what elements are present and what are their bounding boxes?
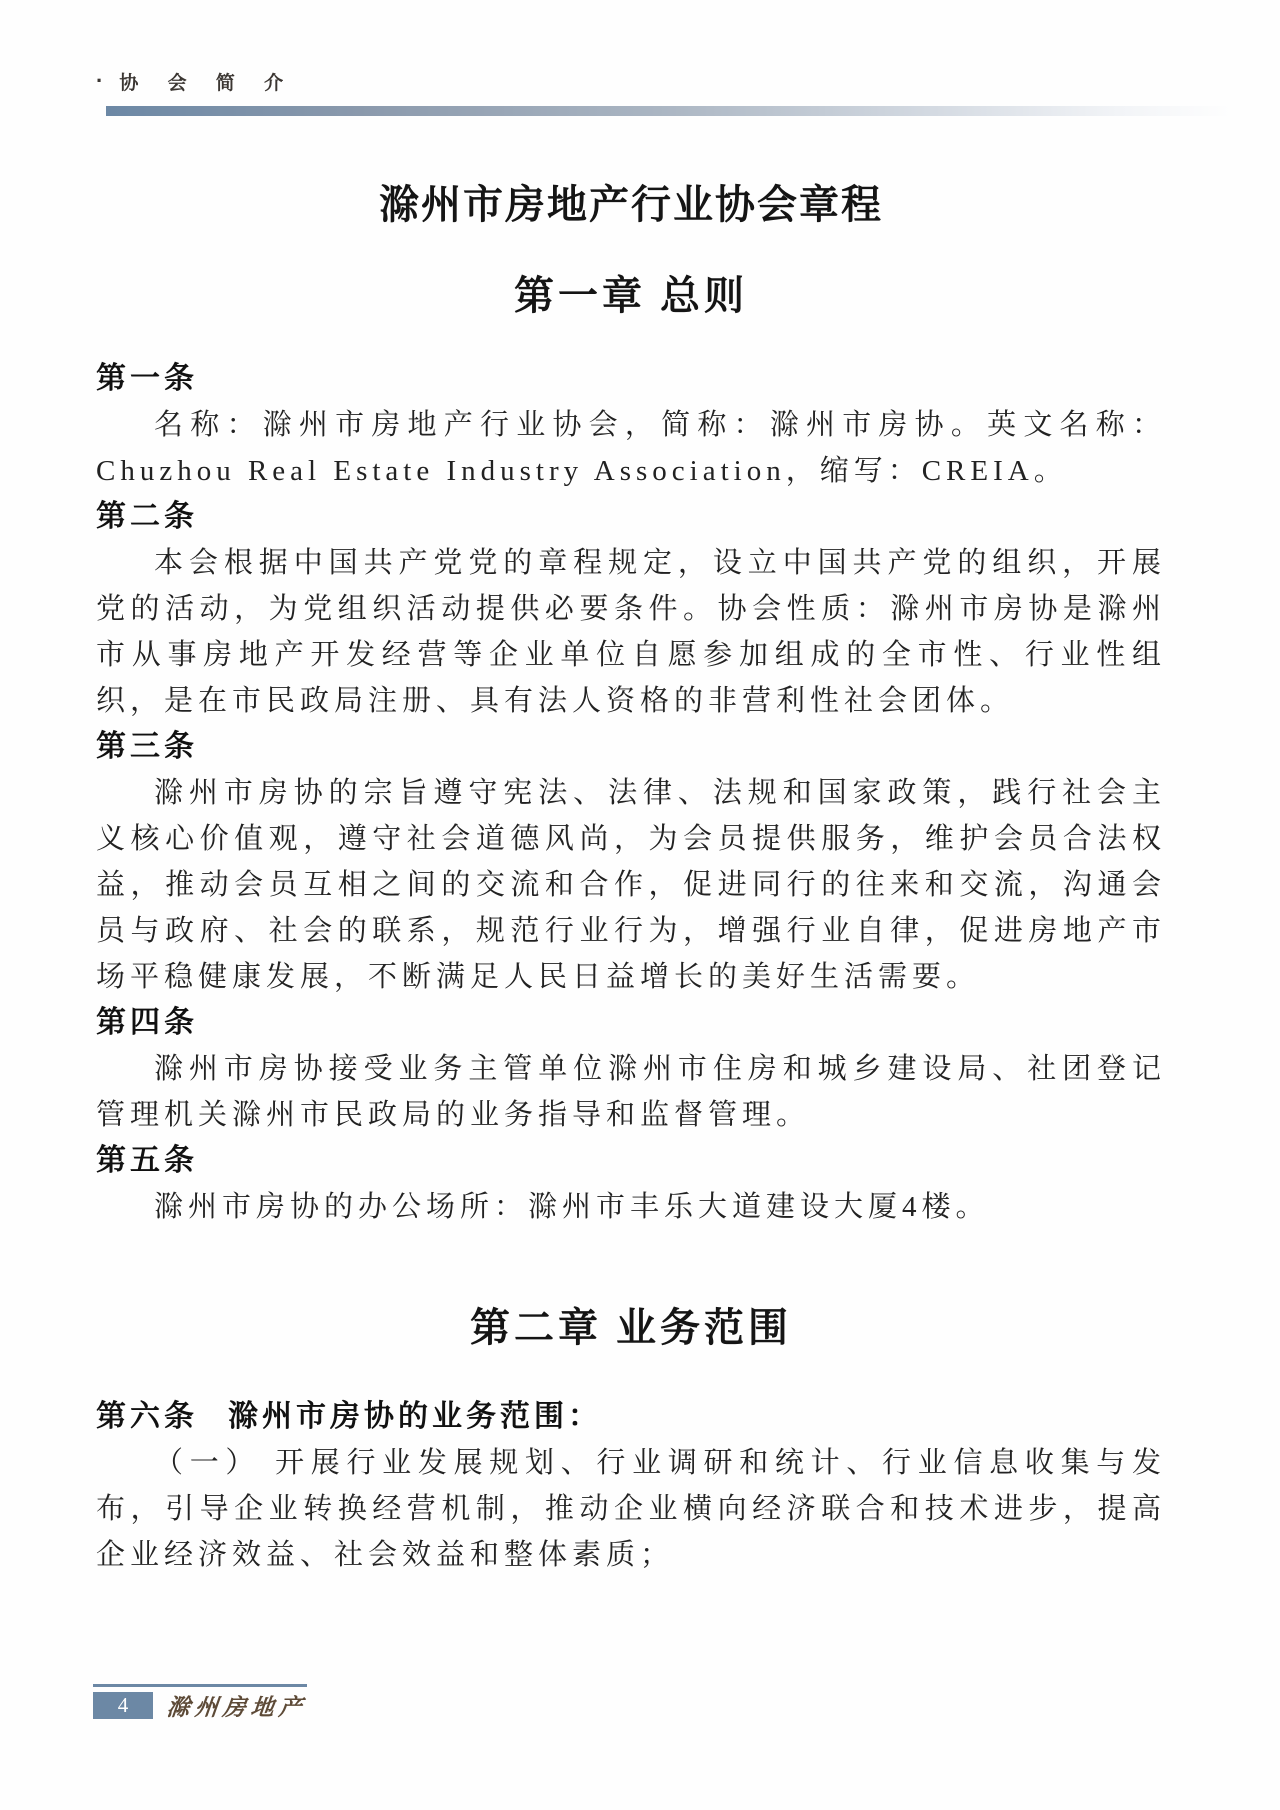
article-4-text: 滁州市房协接受业务主管单位滁州市住房和城乡建设局、社团登记管理机关滁州市民政局的业务指导和监督管理。 (96, 1053, 1166, 1131)
article-6-item-1: （一） 开展行业发展规划、行业调研和统计、行业信息收集与发布，引导企业转换经营机制，推动企业横向经济联合和技术进步，提高企业经济效益、社会效益和整体素质； (96, 1447, 1166, 1571)
article-6-label: 第六条 (96, 1400, 198, 1433)
article-2-label: 第二条 (96, 500, 198, 533)
document-body (0, 180, 1280, 1578)
article-3-label: 第三条 (96, 730, 198, 763)
article-1-label: 第一条 (96, 362, 198, 395)
article-6-title: 滁州市房协的业务范围： (228, 1400, 602, 1433)
article-6-heading (96, 1394, 1166, 1440)
chapter-1-heading: 第一章 总则 (514, 273, 748, 318)
article-5-text: 滁州市房协的办公场所：滁州市丰乐大道建设大厦4楼。 (154, 1191, 990, 1223)
article-2-text: 本会根据中国共产党党的章程规定，设立中国共产党的组织，开展党的活动，为党组织活动提供必要条件。协会性质：滁州市房协是滁州市从事房地产开发经营等企业单位自愿参加组成的全市性、行业性组织，是在市民政局注册、具有法人资格的非营利性社会团体。 (96, 547, 1166, 717)
article-3-text: 滁州市房协的宗旨遵守宪法、法律、法规和国家政策，践行社会主义核心价值观，遵守社会道德风尚，为会员提供服务，维护会员合法权益，推动会员互相之间的交流和合作，促进同行的往来和交流，沟通会员与政府、社会的联系，规范行业行为，增强行业自律，促进房地产市场平稳健康发展，不断满足人民日益增长的美好生活需要。 (96, 777, 1166, 993)
article-4-label: 第四条 (96, 1006, 198, 1039)
chapter-2-heading: 第二章 业务范围 (470, 1305, 792, 1350)
header-section-row (96, 68, 1280, 94)
page-footer (93, 1684, 307, 1722)
header-divider-bar (106, 106, 1256, 116)
article-5-label: 第五条 (96, 1144, 198, 1177)
page-header (0, 0, 1280, 116)
footer-row (93, 1689, 307, 1722)
document-title: 滁州市房地产行业协会章程 (379, 182, 883, 227)
footer-brand-calligraphy: 滁州房地产 (165, 1694, 309, 1721)
article-1-text: 名称：滁州市房地产行业协会，简称：滁州市房协。英文名称：Chuzhou Real Estate Industry Association，缩写：CREIA。 (96, 409, 1166, 487)
chapter-1-articles (96, 356, 1166, 1230)
header-bullet-icon: · (96, 68, 104, 93)
footer-divider-line (93, 1684, 307, 1687)
page-number-badge (93, 1692, 153, 1719)
page-number: 4 (117, 1693, 129, 1717)
chapter-2-articles (96, 1394, 1166, 1578)
header-section-label: 协 会 简 介 (119, 72, 296, 94)
